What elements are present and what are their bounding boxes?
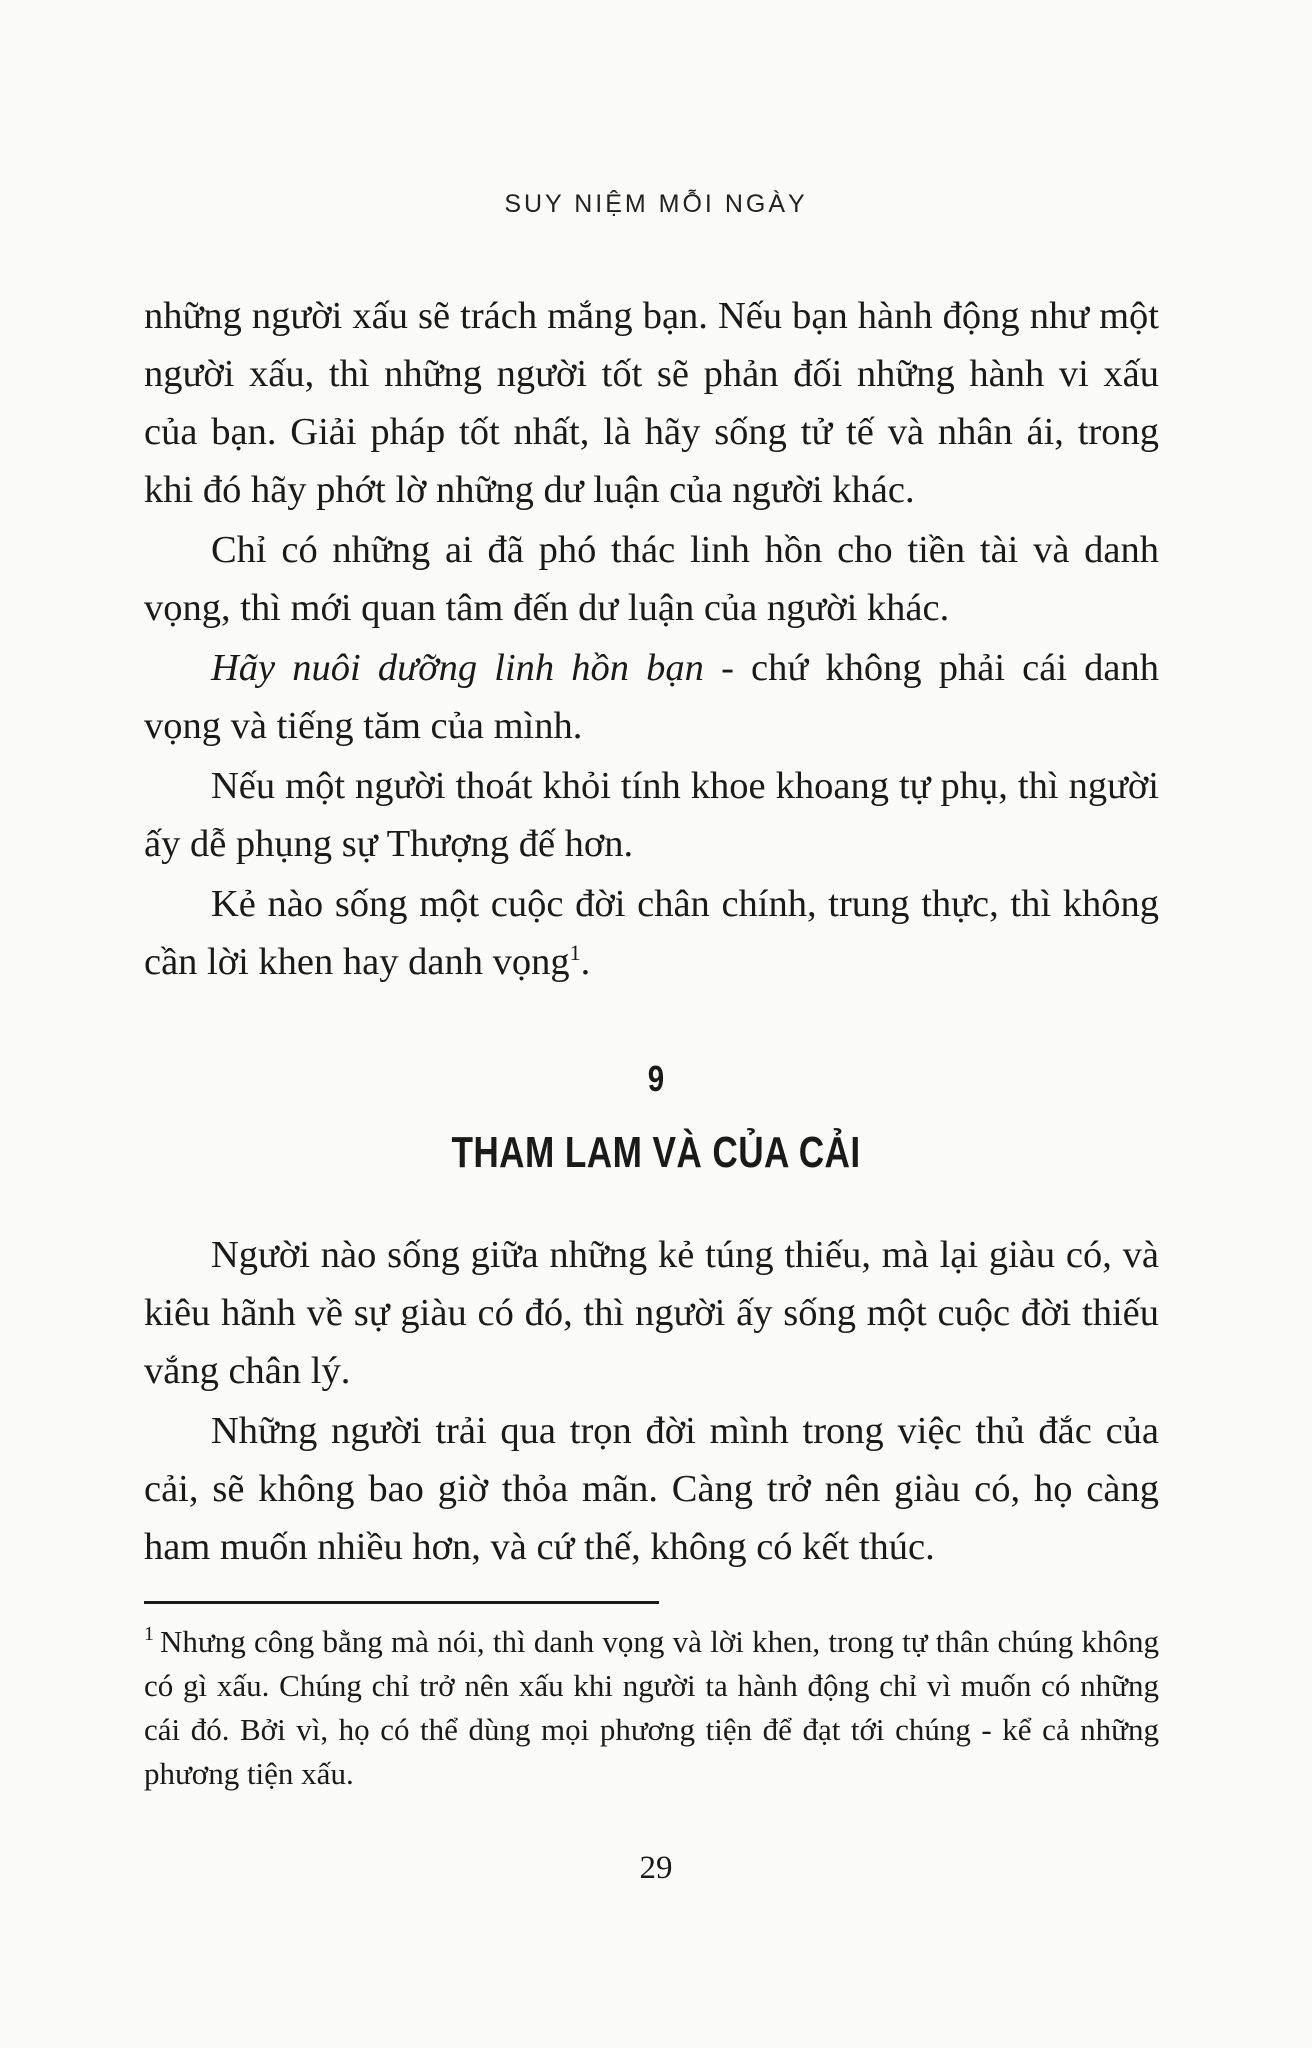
running-head: SUY NIỆM MỖI NGÀY <box>504 190 808 218</box>
body-text-top <box>144 287 1159 993</box>
paragraph-end: . <box>580 941 591 983</box>
paragraph <box>144 875 1159 991</box>
footnote-text: Nhưng công bằng mà nói, thì danh vọng và lời khen, trong tự thân chúng không có gì xấu. Chúng chỉ trở nên xấu khi người ta hành động chỉ vì muốn có những cái đó. Bởi vì, họ có thể dùng mọi phương tiện để đạt tới chúng - kể cả những phương tiện xấu. <box>144 1624 1159 1791</box>
paragraph: Chỉ có những ai đã phó thác linh hồn cho tiền tài và danh vọng, thì mới quan tâm đến dư luận của người khác. <box>144 529 1159 629</box>
page-number: 29 <box>639 1850 673 1886</box>
paragraph: Nếu một người thoát khỏi tính khoe khoang tự phụ, thì người ấy dễ phụng sự Thượng đế hơn. <box>144 765 1159 865</box>
footnote <box>144 1620 1159 1796</box>
chapter-number: 9 <box>647 1058 665 1099</box>
paragraph: Người nào sống giữa những kẻ túng thiếu, mà lại giàu có, và kiêu hãnh về sự giàu có đó, thì người ấy sống một cuộc đời thiếu vắng chân lý. <box>144 1234 1159 1392</box>
paragraph: Những người trải qua trọn đời mình trong việc thủ đắc của cải, sẽ không bao giờ thỏa mãn. Càng trở nên giàu có, họ càng ham muốn nhiều hơn, và cứ thế, không có kết thúc. <box>144 1410 1159 1568</box>
footnote-marker: 1 <box>144 1623 154 1645</box>
footnote-reference: 1 <box>569 940 581 965</box>
paragraph-text: Kẻ nào sống một cuộc đời chân chính, trung thực, thì không cần lời khen hay danh vọng <box>144 883 1159 983</box>
footnote-divider <box>144 1601 659 1604</box>
paragraph: những người xấu sẽ trách mắng bạn. Nếu bạn hành động như một người xấu, thì những người tốt sẽ phản đối những hành vi xấu của bạn. Giải pháp tốt nhất, là hãy sống tử tế và nhân ái, trong khi đó hãy phớt lờ những dư luận của người khác. <box>144 295 1159 511</box>
paragraph <box>144 639 1159 755</box>
paragraph-text: - chứ không phải cái danh vọng và tiếng tăm của mình. <box>144 647 1159 747</box>
chapter-title: THAM LAM VÀ CỦA CẢI <box>451 1128 861 1177</box>
italic-phrase: Hãy nuôi dưỡng linh hồn bạn <box>211 647 704 689</box>
body-text-bottom <box>144 1226 1159 1578</box>
